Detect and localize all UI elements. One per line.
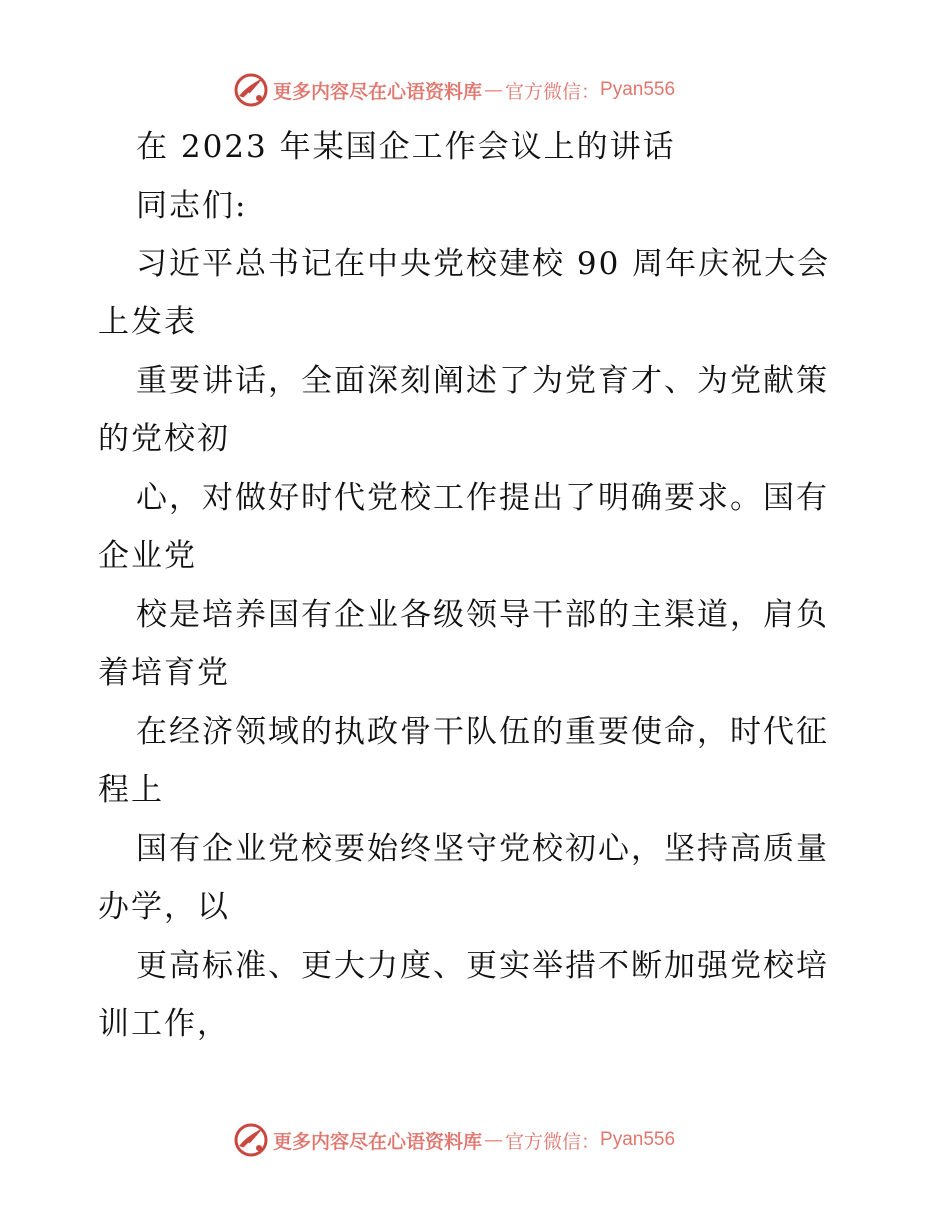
watermark-brand: 更多内容尽在心语资料库 xyxy=(273,80,483,103)
document-title: 在 2023 年某国企工作会议上的讲话 xyxy=(136,129,676,165)
body-line: 办学，以 xyxy=(98,889,230,925)
quill-pen-logo-icon xyxy=(233,72,269,108)
watermark-wechat-id: Pyan556 xyxy=(600,1129,676,1150)
body-line: 更高标准、更大力度、更实举措不断加强党校培 xyxy=(136,948,829,984)
body-line: 心，对做好时代党校工作提出了明确要求。国有 xyxy=(136,480,829,516)
quill-pen-logo-icon xyxy=(233,1122,269,1158)
body-line: 训工作， xyxy=(98,1006,230,1042)
body-line: 的党校初 xyxy=(98,421,230,457)
body-line: 在经济领域的执政骨干队伍的重要使命，时代征 xyxy=(136,714,829,750)
body-line: 程上 xyxy=(98,772,164,808)
watermark-dash: — xyxy=(484,79,504,101)
salutation: 同志们: xyxy=(136,188,248,224)
body-line: 企业党 xyxy=(98,538,197,574)
body-line: 着培育党 xyxy=(98,655,230,691)
body-line: 上发表 xyxy=(98,304,197,340)
body-line: 国有企业党校要始终坚守党校初心，坚持高质量 xyxy=(136,831,829,867)
watermark-brand: 更多内容尽在心语资料库 xyxy=(273,1130,483,1153)
body-line: 重要讲话，全面深刻阐述了为党育才、为党献策 xyxy=(136,363,829,399)
watermark-header xyxy=(233,70,753,110)
watermark-wechat-id: Pyan556 xyxy=(600,79,676,100)
watermark-footer xyxy=(233,1120,753,1160)
watermark-dash: — xyxy=(484,1129,504,1151)
watermark-wechat-label: 官方微信： xyxy=(505,80,601,103)
body-line: 校是培养国有企业各级领导干部的主渠道，肩负 xyxy=(136,597,829,633)
watermark-wechat-label: 官方微信： xyxy=(505,1130,601,1153)
body-line: 习近平总书记在中央党校建校 90 周年庆祝大会 xyxy=(136,246,831,282)
